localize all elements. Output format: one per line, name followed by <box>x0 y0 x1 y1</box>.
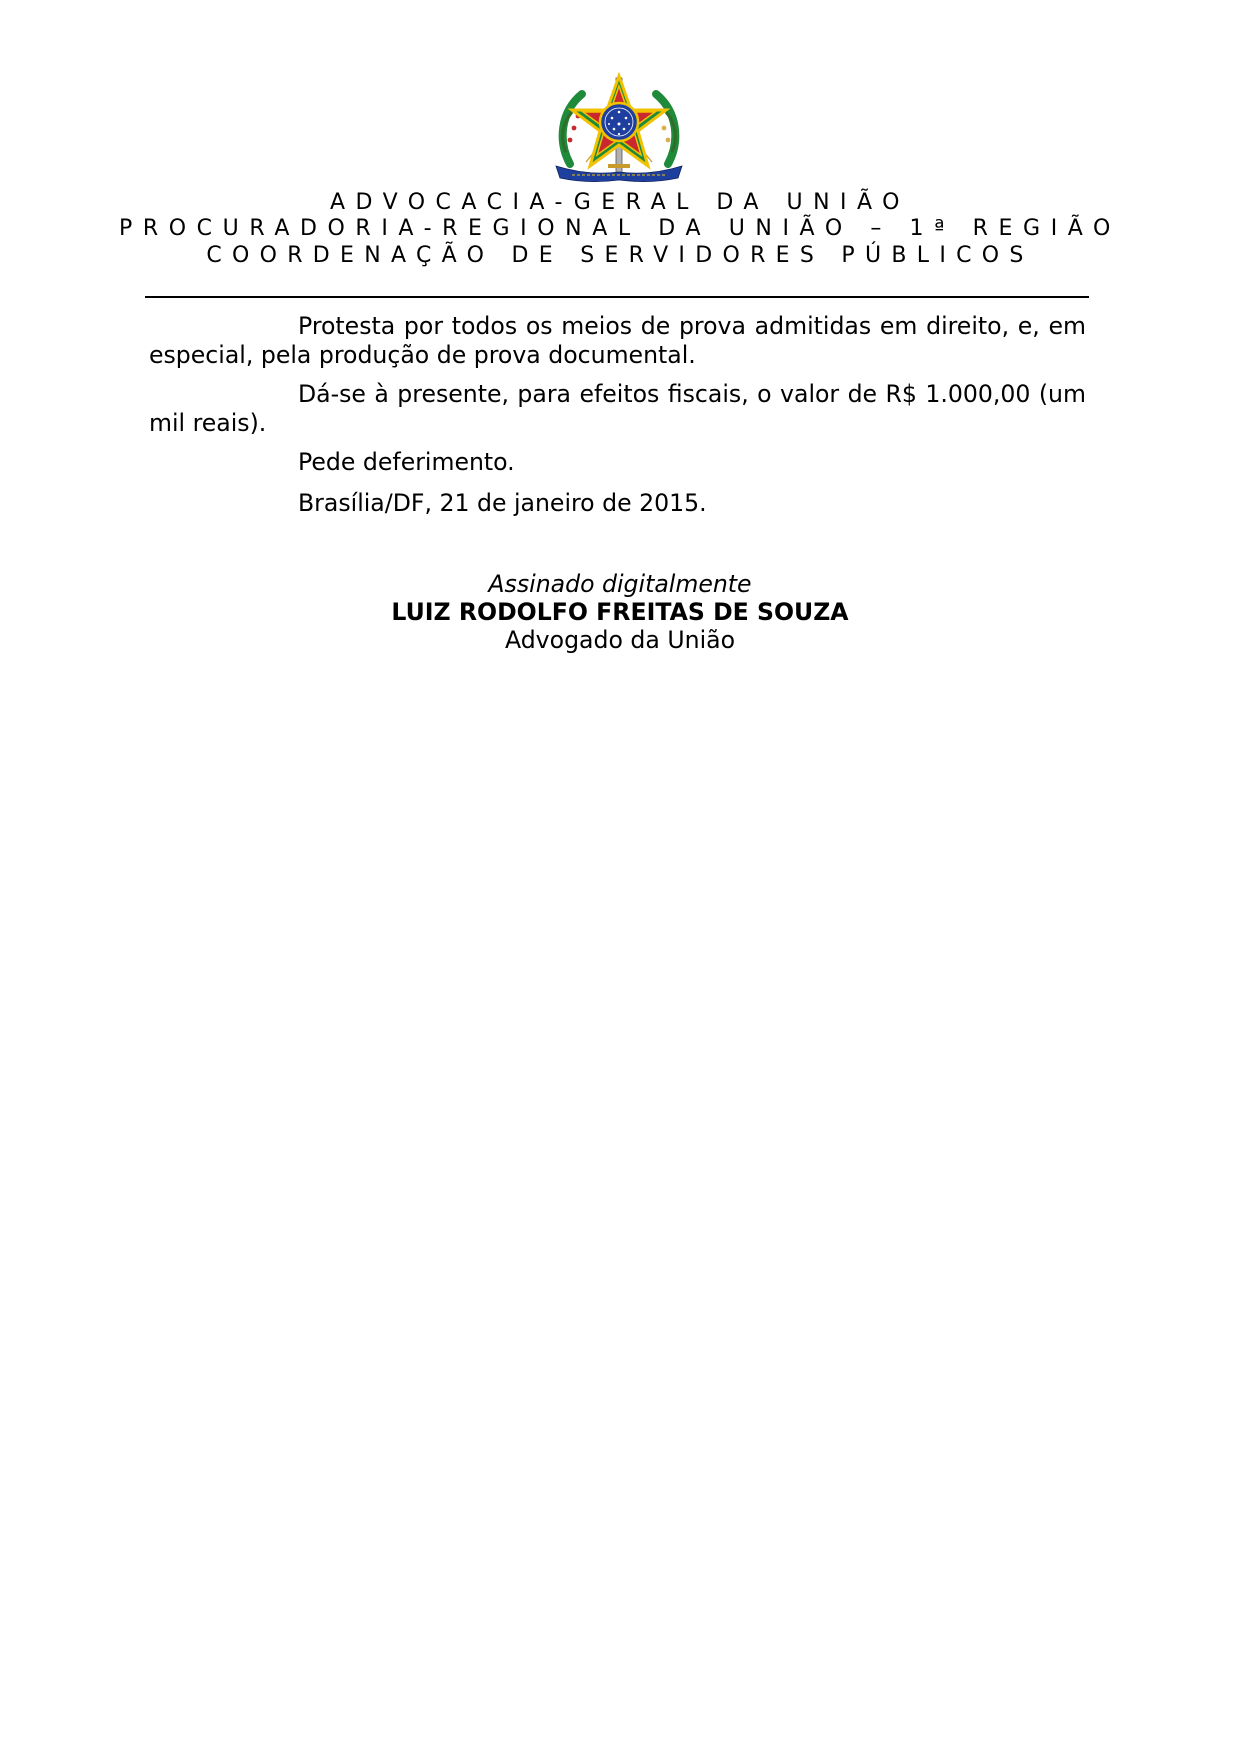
paragraph-valor-causa: Dá-se à presente, para efeitos fiscais, o valor de R$ 1.000,00 (um mil reais). <box>149 380 1086 437</box>
letterhead-line-procuradoria: PROCURADORIA-REGIONAL DA UNIÃO – 1ª REGIÃO <box>119 216 1121 241</box>
header-divider <box>145 296 1089 298</box>
signature-note: Assinado digitalmente <box>488 570 752 598</box>
paragraph-protesta: Protesta por todos os meios de prova admitidas em direito, e, em especial, pela produção de prova documental. <box>149 312 1086 369</box>
paragraph-deferimento: Pede deferimento. <box>298 448 515 476</box>
letterhead-line-coordenacao: COORDENAÇÃO DE SERVIDORES PÚBLICOS <box>206 243 1034 268</box>
letterhead-line-agency: ADVOCACIA-GERAL DA UNIÃO <box>329 190 911 215</box>
paragraph-date-place: Brasília/DF, 21 de janeiro de 2015. <box>298 489 707 517</box>
brazil-coat-of-arms-icon <box>552 72 686 184</box>
signatory-name: LUIZ RODOLFO FREITAS DE SOUZA <box>391 598 849 626</box>
signatory-role: Advogado da União <box>504 626 736 654</box>
